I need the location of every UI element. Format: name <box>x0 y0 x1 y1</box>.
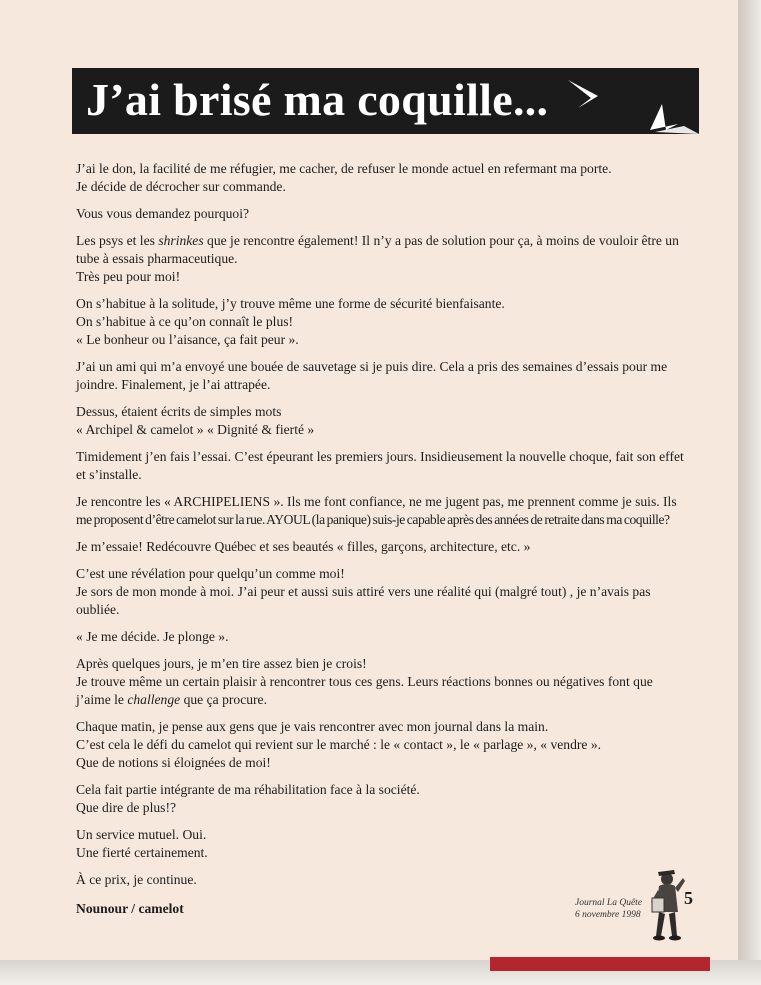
author-signature: Nounour / camelot <box>76 901 184 916</box>
text-line: J’ai le don, la facilité de me réfugier, me cacher, de refuser le monde actuel en refermant ma porte. <box>76 161 612 176</box>
text-line: joindre. Finalement, je l’ai attrapée. <box>76 377 271 392</box>
text-line: oubliée. <box>76 602 120 617</box>
text-run: j’aime le <box>76 692 128 707</box>
text-line <box>76 232 706 250</box>
article-paragraph <box>76 781 706 817</box>
article-paragraph <box>76 493 706 529</box>
article-paragraph <box>76 655 706 709</box>
text-line: Que de notions si éloignées de moi! <box>76 755 271 770</box>
text-line: On s’habitue à la solitude, j’y trouve même une forme de sécurité bienfaisante. <box>76 296 505 311</box>
text-line: Je rencontre les « ARCHIPELIENS ». Ils me font confiance, ne me jugent pas, me prennent comme je suis. Ils <box>76 494 677 509</box>
article-paragraph <box>76 538 706 556</box>
text-line: et s’installe. <box>76 467 142 482</box>
article-paragraph <box>76 358 706 394</box>
page-edge-shadow <box>738 0 761 985</box>
text-line: « Archipel & camelot » « Dignité & fierté » <box>76 422 315 437</box>
journal-name: Journal La Quête <box>575 898 643 908</box>
text-line: Chaque matin, je pense aux gens que je vais rencontrer avec mon journal dans la main. <box>76 719 549 734</box>
article-body <box>76 160 706 927</box>
text-line: Cela fait partie intégrante de ma réhabilitation face à la société. <box>76 782 420 797</box>
article-paragraph <box>76 295 706 349</box>
text-line: Dessus, étaient écrits de simples mots <box>76 404 282 419</box>
title-banner <box>72 68 699 134</box>
article-paragraph <box>76 232 706 286</box>
text-line: tube à essais pharmaceutique. <box>76 251 238 266</box>
text-line: C’est cela le défi du camelot qui revient sur le marché : le « contact », le « parlage », « vendre ». <box>76 737 602 752</box>
text-line: Timidement j’en fais l’essai. C’est épeurant les premiers jours. Insidieusement la nouvelle choque, fait son effet <box>76 449 684 464</box>
text-line: Je décide de décrocher sur commande. <box>76 179 286 194</box>
text-line: Que dire de plus!? <box>76 800 177 815</box>
text-line: « Je me décide. Je plonge ». <box>76 629 229 644</box>
text-run: Les psys et les <box>76 233 159 248</box>
emphasized-text: shrinkes <box>158 233 204 248</box>
text-run: que je rencontre également! Il n’y a pas de solution pour ça, à moins de vouloir être un <box>203 233 679 248</box>
text-line <box>76 511 706 529</box>
text-run: me proposent d’être camelot sur la rue. AYOUL (la panique) suis-je capable après des années de retraite dans ma coquille? <box>76 512 670 527</box>
article-paragraph <box>76 718 706 772</box>
article-paragraph <box>76 403 706 439</box>
text-line: Une fierté certainement. <box>76 845 208 860</box>
publication-date: 6 novembre 1998 <box>575 910 641 920</box>
article-paragraph <box>76 826 706 862</box>
article-paragraph <box>76 871 706 889</box>
text-line: À ce prix, je continue. <box>76 872 197 887</box>
text-line: Je sors de mon monde à moi. J’ai peur et aussi suis attiré vers une réalité qui (malgré tout) , je n’avais pas <box>76 584 651 599</box>
text-line: Je m’essaie! Redécouvre Québec et ses beautés « filles, garçons, architecture, etc. » <box>76 539 531 554</box>
page-number: 5 <box>684 888 693 908</box>
lightning-arrow-icon <box>72 68 699 134</box>
text-line: « Le bonheur ou l’aisance, ça fait peur ». <box>76 332 299 347</box>
text-line: J’ai un ami qui m’a envoyé une bouée de sauvetage si je puis dire. Cela a pris des semaines d’essais pour me <box>76 359 668 374</box>
text-line: Très peu pour moi! <box>76 269 181 284</box>
emphasized-text: challenge <box>127 692 181 707</box>
article-paragraph <box>76 448 706 484</box>
article-paragraph <box>76 628 706 646</box>
article-paragraph <box>76 160 706 196</box>
text-line: On s’habitue à ce qu’on connaît le plus! <box>76 314 294 329</box>
binding-red-edge <box>490 957 710 971</box>
camelot-figure-icon <box>648 868 686 942</box>
text-line <box>76 691 706 709</box>
text-line: Vous vous demandez pourquoi? <box>76 206 250 221</box>
text-line: Un service mutuel. Oui. <box>76 827 207 842</box>
text-line: Je trouve même un certain plaisir à rencontrer tous ces gens. Leurs réactions bonnes ou négatives font que <box>76 674 653 689</box>
text-run: que ça procure. <box>180 692 267 707</box>
text-line: Après quelques jours, je m’en tire assez bien je crois! <box>76 656 367 671</box>
article-paragraph <box>76 205 706 223</box>
article-title: J’ai brisé ma coquille... <box>86 74 549 125</box>
article-paragraph <box>76 565 706 619</box>
text-line: C’est une révélation pour quelqu’un comme moi! <box>76 566 345 581</box>
